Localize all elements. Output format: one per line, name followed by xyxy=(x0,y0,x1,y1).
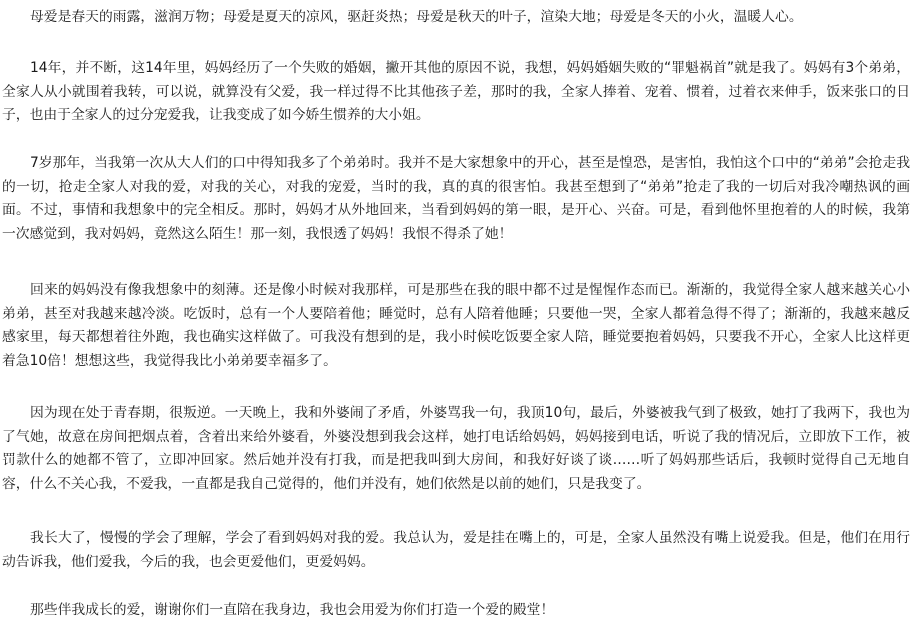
paragraph-3: 7岁那年，当我第一次从大人们的口中得知我多了个弟弟时。我并不是大家想象中的开心，甚至是惶恐，是害怕，我怕这个口中的“弟弟”会抢走我的一切，抢走全家人对我的爱，对我的关心，对我的宠爱，当时的我，真的真的很害怕。我甚至想到了“弟弟”抢走了我的一切后对我冷嘲热讽的画面。不过，事情和我想象中的完全相反。那时，妈妈才从外地回来，当看到妈妈的第一眼，是开心、兴奋。可是，看到他怀里抱着的人的时候，我第一次感觉到，我对妈妈，竟然这么陌生！那一刻，我恨透了妈妈！我恨不得杀了她！ xyxy=(2,155,910,242)
paragraph-6: 我长大了，慢慢的学会了理解，学会了看到妈妈对我的爱。我总认为，爱是挂在嘴上的，可是，全家人虽然没有嘴上说爱我。但是，他们在用行动告诉我，他们爱我，今后的我，也会更爱他们，更爱妈妈。 xyxy=(2,530,910,570)
paragraph-4: 回来的妈妈没有像我想象中的刻薄。还是像小时候对我那样，可是那些在我的眼中都不过是惺惺作态而已。渐渐的，我觉得全家人越来越关心小弟弟，甚至对我越来越冷淡。吃饭时，总有一个人要陪着他；睡觉时，总有人陪着他睡；只要他一哭，全家人都着急得不得了；渐渐的，我越来越反感家里，每天都想着往外跑，我也确实这样做了。可我没有想到的是，我小时候吃饭要全家人陪，睡觉要抱着妈妈，只要我不开心，全家人比这样更着急10倍！想想这些，我觉得我比小弟弟要幸福多了。 xyxy=(2,282,910,369)
paragraph-1: 母爱是春天的雨露，滋润万物；母爱是夏天的凉风，驱赶炎热；母爱是秋天的叶子，渲染大地；母爱是冬天的小火，温暖人心。 xyxy=(30,9,803,25)
paragraph-7: 那些伴我成长的爱，谢谢你们一直陪在我身边，我也会用爱为你们打造一个爱的殿堂！ xyxy=(30,602,555,618)
paragraph-2: 14年，并不断，这14年里，妈妈经历了一个失败的婚姻，撇开其他的原因不说，我想，妈妈婚姻失败的“罪魁祸首”就是我了。妈妈有3个弟弟，全家人从小就围着我转，可以说，就算没有父爱，我一样过得不比其他孩子差，那时的我，全家人捧着、宠着、惯着，过着衣来伸手，饭来张口的日子，也由于全家人的过分宠爱我，让我变成了如今娇生惯养的大小姐。 xyxy=(2,60,910,123)
paragraph-5: 因为现在处于青春期，很叛逆。一天晚上，我和外婆闹了矛盾，外婆骂我一句，我顶10句，最后，外婆被我气到了极致，她打了我两下，我也为了气她，故意在房间把烟点着，含着出来给外婆看，外婆没想到我会这样，她打电话给妈妈，妈妈接到电话，听说了我的情况后，立即放下工作，被罚款什么的她都不管了，立即冲回家。然后她并没有打我，而是把我叫到大房间，和我好好谈了谈……听了妈妈那些话后，我顿时觉得自己无地自容，什么不关心我，不爱我，一直都是我自己觉得的，他们并没有，她们依然是以前的她们，只是我变了。 xyxy=(2,405,910,492)
